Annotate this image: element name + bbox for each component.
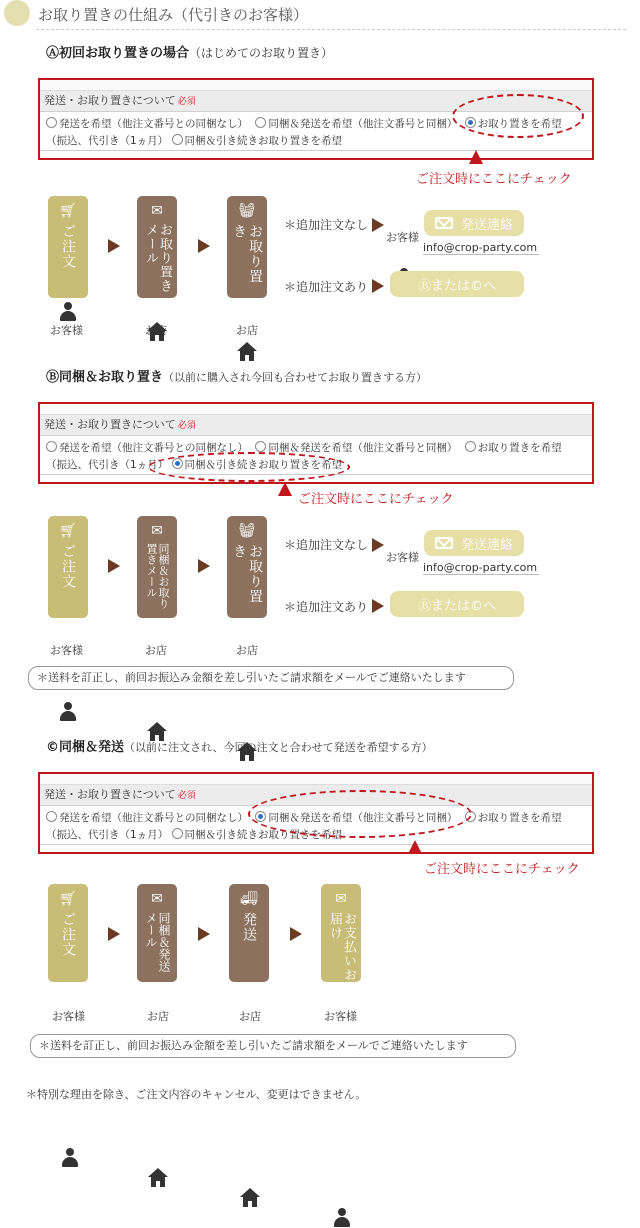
section-a-heading: Ⓐ初回お取り置きの場合（はじめてのお取り置き）	[46, 46, 334, 61]
check-note: ご注文時にここにチェック	[416, 172, 572, 187]
radio-bundle-hold[interactable]	[172, 828, 183, 839]
pointer-arrow-icon	[278, 482, 292, 496]
form-bottom-strip	[40, 150, 592, 159]
form-bottom-strip	[40, 844, 592, 853]
form-options-row-1: 発送を希望（他注文番号との同梱なし） 同梱＆発送を希望（他注文番号と同梱） お取り置きを希望	[40, 810, 592, 827]
radio-bundle-hold[interactable]	[172, 134, 183, 145]
page-title: お取り置きの仕組み（代引きのお客様）	[38, 6, 309, 24]
who-label: お客様	[52, 1010, 85, 1023]
invoice-note: ＊送料を訂正し、前回お振込み金額を差し引いたご請求額をメールでご連絡いたします	[30, 1034, 516, 1058]
form-header: 発送・お取り置きについて 必須	[40, 415, 592, 436]
highlight-oval	[148, 452, 350, 482]
person-icon	[333, 1208, 351, 1228]
radio-ship[interactable]	[46, 811, 57, 822]
house-icon	[237, 342, 257, 362]
branch-no-additional: ＊追加注文なし	[284, 218, 369, 232]
who-label: お店	[239, 1010, 261, 1023]
cart-icon: 🛒︎	[59, 203, 77, 219]
step-payment-delivery: ✉︎ お支払いお届け	[321, 884, 361, 982]
person-icon	[61, 1148, 79, 1168]
goto-b-or-c-pill[interactable]: Ⓑまたは©へ	[390, 271, 524, 297]
shipping-notice-pill: 発送連絡	[424, 530, 524, 556]
form-options-row-1: 発送を希望（他注文番号との同梱なし） 同梱＆発送を希望（他注文番号と同梱） お取り置きを希望	[40, 116, 592, 133]
check-note: ご注文時にここにチェック	[298, 492, 454, 507]
house-icon	[148, 1168, 168, 1188]
truck-icon: 🚚︎	[240, 891, 258, 907]
shop-email[interactable]: info@crop-party.com	[423, 241, 538, 254]
flow-arrow-icon	[108, 559, 120, 573]
mail-icon: ✉︎	[151, 202, 163, 219]
step-bundle-ship-mail: ✉︎ 同梱＆発送メール	[137, 884, 177, 982]
section-b-heading: Ⓑ同梱＆お取り置き（以前に購入され今回も合わせてお取り置きする方）	[46, 370, 428, 385]
person-icon	[59, 302, 77, 322]
who-label: お客様	[386, 231, 419, 244]
step-order: 🛒︎ ご注文	[48, 516, 88, 618]
who-label: お店	[145, 324, 167, 337]
form-top-strip	[40, 80, 592, 91]
mail-icon	[435, 537, 453, 549]
flow-arrow-icon	[198, 559, 210, 573]
form-options-row-2: （振込、代引き（1ヵ月） 同梱＆引き続きお取り置きを希望	[46, 135, 343, 147]
basket-icon: 🧺︎	[238, 202, 256, 219]
envelope-pay-icon: ✉︎	[335, 890, 347, 907]
who-label: お客様	[50, 324, 83, 337]
who-label: お店	[236, 644, 258, 657]
flow-arrow-icon	[108, 239, 120, 253]
step-bundle-hold-mail: ✉︎ 同梱＆お取り置きメール	[137, 516, 177, 618]
highlight-oval	[248, 790, 472, 838]
flow-arrow-icon	[198, 927, 210, 941]
who-label: お店	[147, 1010, 169, 1023]
mail-icon: ✉︎	[151, 522, 163, 539]
branch-additional: ＊追加注文あり	[284, 280, 369, 294]
flow-arrow-icon	[198, 239, 210, 253]
flow-arrow-icon	[372, 279, 384, 293]
radio-ship[interactable]	[46, 117, 57, 128]
invoice-note: ＊送料を訂正し、前回お振込み金額を差し引いたご請求額をメールでご連絡いたします	[28, 666, 514, 690]
flow-arrow-icon	[372, 538, 384, 552]
pointer-arrow-icon	[469, 150, 483, 164]
step-hold-mail: ✉︎ お取り置きメール	[137, 196, 177, 298]
form-header: 発送・お取り置きについて 必須	[40, 91, 592, 112]
title-circle-icon	[4, 0, 30, 26]
cart-icon: 🛒︎	[59, 523, 77, 539]
basket-icon: 🧺︎	[238, 522, 256, 539]
flow-arrow-icon	[290, 927, 302, 941]
cart-icon: 🛒︎	[59, 891, 77, 907]
step-order: 🛒︎ ご注文	[48, 196, 88, 298]
mail-icon: ✉︎	[151, 890, 163, 907]
shop-email[interactable]: info@crop-party.com	[423, 561, 538, 574]
footer-note: ＊特別な理由を除き、ご注文内容のキャンセル、変更はできません。	[26, 1088, 367, 1101]
step-hold: 🧺︎ お取り置き	[227, 516, 267, 618]
step-ship: 🚚︎ 発送	[229, 884, 269, 982]
form-options-row-1: 発送を希望（他注文番号との同梱なし） 同梱＆発送を希望（他注文番号と同梱） お取り置きを希望	[40, 440, 592, 457]
form-header: 発送・お取り置きについて 必須	[40, 785, 592, 806]
form-top-strip	[40, 404, 592, 415]
branch-additional: ＊追加注文あり	[284, 600, 369, 614]
radio-hold[interactable]	[465, 441, 476, 452]
branch-no-additional: ＊追加注文なし	[284, 538, 369, 552]
house-icon	[240, 1188, 260, 1208]
who-label: お店	[145, 644, 167, 657]
radio-bundle-ship[interactable]	[255, 441, 266, 452]
who-label: お客様	[324, 1010, 357, 1023]
form-options-row-2: （振込、代引き（1ヵ月） 同梱＆引き続きお取り置きを希望	[46, 829, 343, 841]
check-note: ご注文時にここにチェック	[424, 862, 580, 877]
person-icon	[59, 702, 77, 722]
step-order: 🛒︎ ご注文	[48, 884, 88, 982]
flow-arrow-icon	[372, 218, 384, 232]
who-label: お客様	[50, 644, 83, 657]
mail-icon	[435, 217, 453, 229]
radio-bundle-ship[interactable]	[255, 117, 266, 128]
form-options-row-2: （振込、代引き（1ヵ月） 同梱＆引き続きお取り置きを希望	[46, 459, 343, 471]
step-hold: 🧺︎ お取り置き	[227, 196, 267, 298]
radio-ship[interactable]	[46, 441, 57, 452]
who-label: お店	[236, 324, 258, 337]
pointer-arrow-icon	[408, 840, 422, 854]
section-c-heading: ©同梱＆発送（以前に注文され、今回の注文と合わせて発送を希望する方）	[46, 740, 433, 755]
highlight-oval	[452, 94, 584, 138]
who-label: お客様	[386, 551, 419, 564]
form-top-strip	[40, 774, 592, 785]
flow-arrow-icon	[372, 599, 384, 613]
goto-b-or-c-pill[interactable]: Ⓑまたは©へ	[390, 591, 524, 617]
title-divider	[36, 29, 626, 30]
shipping-notice-pill: 発送連絡	[424, 210, 524, 236]
flow-arrow-icon	[108, 927, 120, 941]
